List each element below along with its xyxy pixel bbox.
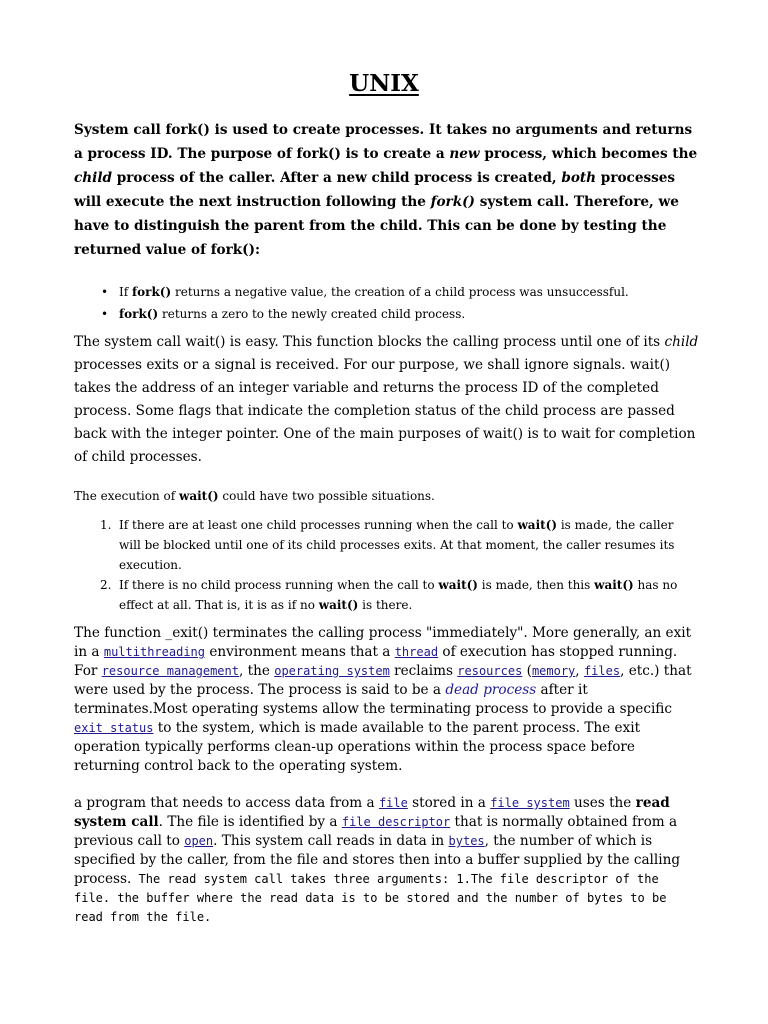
link-open[interactable]: open (184, 834, 214, 848)
link-operating-system[interactable]: operating system (274, 664, 390, 678)
list-item: • fork() returns a zero to the newly created child process. (74, 303, 699, 325)
read-paragraph: a program that needs to access data from a file stored in a file system uses the read system call. The file is identified by a file descriptor that is normally obtained from a previous call to open. This system call reads in data in bytes, the number of which is specified by the caller, from the file and stores then into a buffer supplied by the calling process. The read system call takes three arguments: 1.The file descriptor of the file. the buffer where the read data is to be stored and the number of bytes to be read from the file. (74, 795, 681, 924)
link-file-system[interactable]: file system (490, 796, 570, 810)
link-memory[interactable]: memory (531, 664, 576, 678)
link-exit-status[interactable]: exit status (74, 721, 154, 735)
read-arguments-text: The read system call takes three arguments: 1.The file descriptor of the file. the buffer where the read data is to be stored and the number of bytes to be read from the file. (74, 872, 667, 924)
wait-execution-intro: The execution of wait() could have two possible situations. (74, 489, 435, 503)
link-resources[interactable]: resources (457, 664, 523, 678)
fork-intro-paragraph: System call fork() is used to create processes. It takes no arguments and returns a process ID. The purpose of fork() is to create a new process, which becomes the child process of the caller. After a new child process is created, both processes will execute the next instruction following the fork() system call. Therefore, we have to distinguish the parent from the child. This can be done by testing the returned value of fork(): (74, 122, 698, 258)
link-thread[interactable]: thread (394, 645, 439, 659)
wait-situations-list (74, 515, 699, 615)
link-file-descriptor[interactable]: file descriptor (341, 815, 451, 829)
list-item: 2. If there is no child process running when the call to wait() is made, then this wait() has no effect at all. That is, it is as if no wait() is there. (100, 578, 678, 612)
fork-return-list (74, 281, 699, 325)
page-title: UNIX (349, 70, 419, 97)
wait-paragraph: The system call wait() is easy. This function blocks the calling process until one of its child processes exits or a signal is received. For our purpose, we shall ignore signals. wait() takes the address of an integer variable and returns the process ID of the completed process. Some flags that indicate the completion status of the child process are passed back with the integer pointer. One of the main purposes of wait() is to wait for completion of child processes. (74, 334, 699, 465)
link-resource-management[interactable]: resource management (101, 664, 239, 678)
link-multithreading[interactable]: multithreading (103, 645, 206, 659)
list-item: 1. If there are at least one child processes running when the call to wait() is made, the caller will be blocked until one of its child processes exits. At that moment, the caller resumes its execution. (100, 518, 675, 572)
exit-paragraph: The function _exit() terminates the calling process "immediately". More generally, an exit in a multithreading environment means that a thread of execution has stopped running. For resource management, the operating system reclaims resources (memory, files, etc.) that were used by the process. The process is said to be a dead process after it terminates.Most operating systems allow the terminating process to provide a specific exit status to the system, which is made available to the parent process. The exit operation typically performs clean-up operations within the process space before returning control back to the operating system. (74, 625, 692, 774)
list-item: • If fork() returns a negative value, the creation of a child process was unsuccessful. (74, 281, 699, 303)
dead-process-term: dead process (445, 682, 537, 698)
link-files[interactable]: files (583, 664, 621, 678)
link-file[interactable]: file (378, 796, 408, 810)
link-bytes[interactable]: bytes (448, 834, 485, 848)
